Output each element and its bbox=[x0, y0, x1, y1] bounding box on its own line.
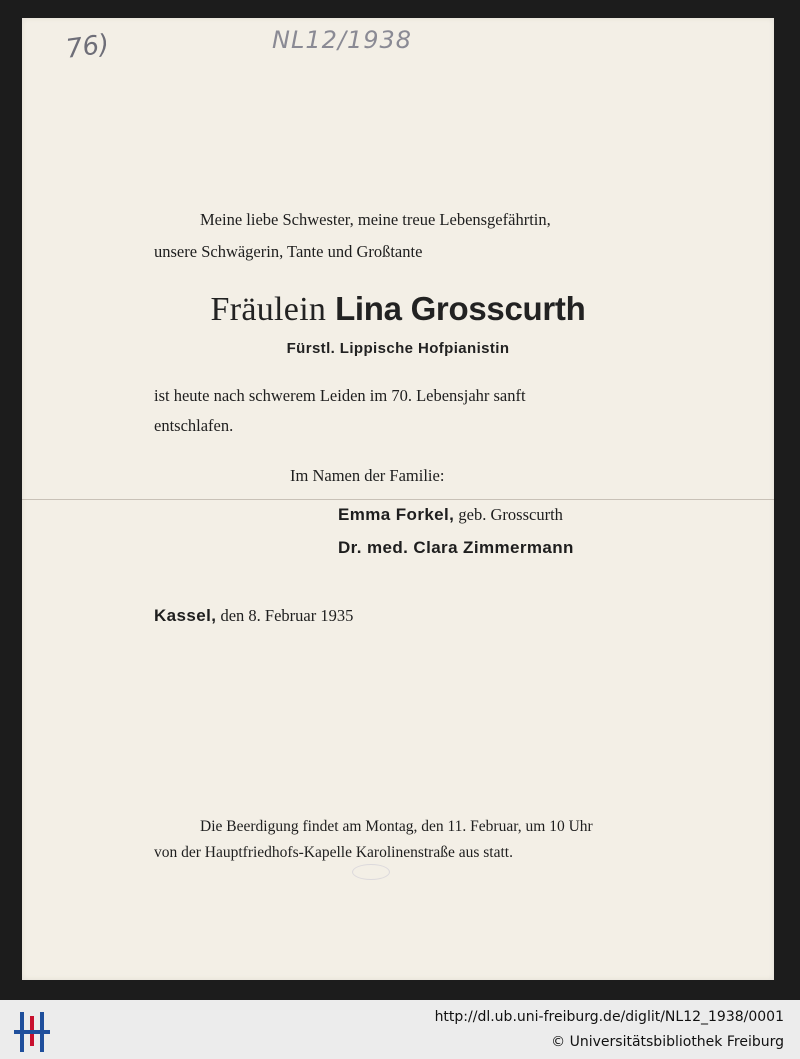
viewer-footer bbox=[0, 1000, 800, 1059]
document-url-link[interactable]: http://dl.ub.uni-freiburg.de/diglit/NL12_1938/0001 bbox=[434, 1009, 784, 1025]
date: den 8. Februar 1935 bbox=[220, 606, 354, 625]
family-member-1-name: Emma Forkel, bbox=[338, 505, 455, 524]
handwritten-number: 76) bbox=[64, 29, 112, 65]
deceased-name bbox=[22, 290, 774, 329]
intro-line-1: Meine liebe Schwester, meine treue Lebensgefährtin, bbox=[200, 210, 551, 229]
body-line-2: entschlafen. bbox=[154, 416, 234, 435]
handwritten-shelfmark: NL12/1938 bbox=[272, 26, 413, 54]
family-member-2-name: Dr. med. Clara Zimmermann bbox=[338, 538, 574, 557]
place: Kassel, bbox=[154, 606, 217, 625]
family-heading: Im Namen der Familie: bbox=[290, 466, 445, 485]
intro-line-2: unsere Schwägerin, Tante und Großtante bbox=[154, 242, 423, 261]
document-page bbox=[22, 18, 774, 980]
name-prefix: Fräulein bbox=[210, 291, 327, 328]
name-main: Lina Grosscurth bbox=[335, 290, 586, 327]
funeral-line-2: von der Hauptfriedhofs-Kapelle Karolinenstraße aus statt. bbox=[154, 844, 513, 861]
funeral-line-1: Die Beerdigung findet am Montag, den 11. Februar, um 10 Uhr bbox=[200, 818, 593, 835]
faint-stamp bbox=[352, 864, 390, 880]
copyright-notice: © Universitätsbibliothek Freiburg bbox=[551, 1034, 784, 1050]
fold-line bbox=[22, 499, 774, 500]
family-member-1-suffix: geb. Grosscurth bbox=[458, 505, 563, 524]
ub-freiburg-logo-icon bbox=[14, 1010, 50, 1054]
place-date bbox=[154, 606, 353, 626]
deceased-title: Fürstl. Lippische Hofpianistin bbox=[286, 340, 510, 357]
body-line-1: ist heute nach schwerem Leiden im 70. Lebensjahr sanft bbox=[154, 386, 526, 405]
family-member-1 bbox=[338, 505, 563, 525]
